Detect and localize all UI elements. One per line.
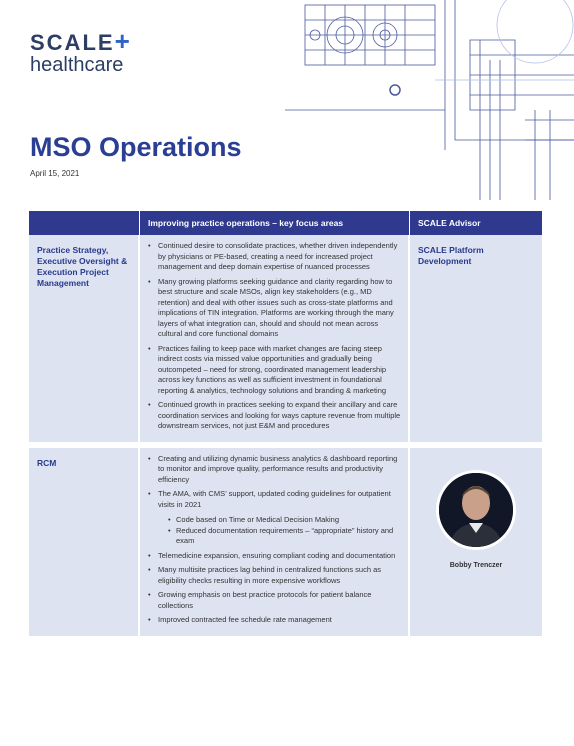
list-item: • Improved contracted fee schedule rate management [158,615,402,626]
list-item: • Practices failing to keep pace with market changes are facing steep indirect costs via missed value opportunities and gradually being outcompeted – need for strong, coordinated management leadership across key functions as well as sufficient investment in foundational reporting & analytics, technology solutions and branding & marketing [158,344,402,397]
person-avatar-icon [439,473,513,547]
scale-healthcare-logo [30,26,130,76]
table-row [29,235,542,442]
list-item: • Continued desire to consolidate practices, whether driven independently by physicians or PE-based, creating a need for increased project management and deep domain expertise of nuanced processes [158,241,402,273]
logo-word: SCALE [30,30,115,55]
list-item: • Many multisite practices lag behind in centralized functions such as eligibility checks resulting in more expensive workflows [158,565,402,586]
list-item-text: The AMA, with CMS’ support, updated coding guidelines for outpatient visits in 2021 [158,489,391,509]
logo-subword: healthcare [30,54,124,76]
list-item: • Creating and utilizing dynamic business analytics & dashboard reporting to monitor and improve quality, performance results and productivity efficiency [158,454,402,486]
table-header-row [29,211,542,235]
header-advisor: SCALE Advisor [410,211,542,235]
page-title: MSO Operations [30,132,242,162]
list-item: • Growing emphasis on best practice protocols for patient balance collections [158,590,402,611]
focus-cell [140,442,410,636]
list-item: • Many growing platforms seeking guidance and clarity regarding how to best structure and scale MSOs, align key stakeholders (e.g., MD retention) and deal with other issues such as cross-state platforms and implications of TIN integration. Platforms are working through the many layers of what integration can, should and should not mean across cultural and core functional domains [158,277,402,340]
logo-plus-icon: + [114,26,130,56]
area-cell: RCM [29,442,140,636]
sub-list-item: • Code based on Time or Medical Decision Making [176,515,402,526]
advisor-avatar [436,470,516,550]
list-item: • Continued growth in practices seeking to expand their ancillary and care coordination services and looking for ways capture revenue from multiple downstream services, not just E&M and procedures [158,400,402,432]
header-focus: Improving practice operations – key focus areas [140,211,410,235]
advisor-name: Bobby Trenczer [449,561,503,569]
sub-list-item: • Reduced documentation requirements – “appropriate” history and exam [176,526,402,547]
document-date: April 15, 2021 [30,169,80,178]
advisor-cell [410,442,542,636]
area-cell: Practice Strategy, Executive Oversight & Execution Project Management [29,235,140,442]
advisor-cell: SCALE Platform Development [410,235,542,442]
list-item: • Telemedicine expansion, ensuring compliant coding and documentation [158,551,402,562]
table-row [29,442,542,636]
focus-cell [140,235,410,442]
blueprint-decoration [285,0,574,210]
header-area [29,211,140,235]
list-item [158,489,402,547]
focus-areas-table [29,211,542,636]
